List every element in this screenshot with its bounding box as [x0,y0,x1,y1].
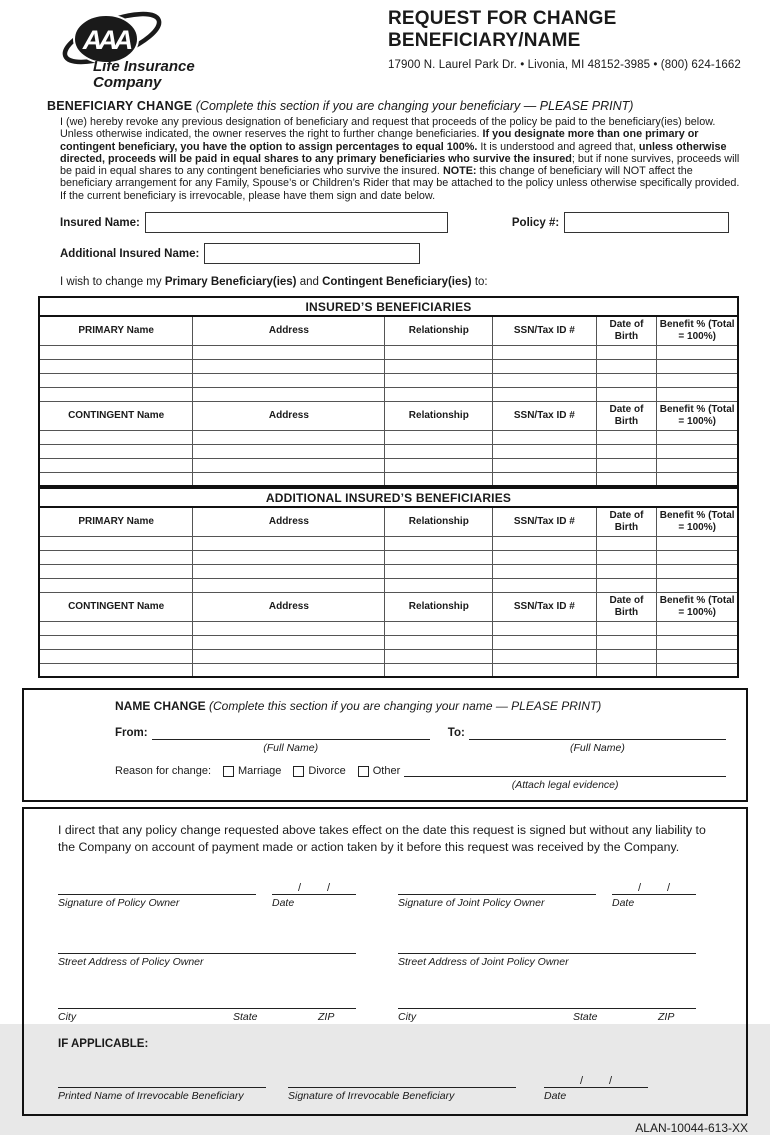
beneficiary-entry-cell[interactable] [385,536,493,550]
to-group [448,726,726,754]
beneficiary-entry-cell[interactable] [193,564,385,578]
col-header-relationship: Relationship [385,507,493,536]
owner-city-state-zip-field[interactable] [58,995,356,1009]
insured-name-field[interactable] [145,212,448,233]
policy-number-label: Policy #: [511,216,560,229]
beneficiary-entry-cell[interactable] [385,635,493,649]
beneficiary-entry-cell[interactable] [193,578,385,592]
beneficiary-entry-cell[interactable] [39,536,193,550]
table-title: INSURED’S BENEFICIARIES [39,297,738,316]
other-checkbox[interactable] [358,766,369,777]
beneficiary-change-heading [47,99,745,113]
joint-signature-row [398,880,696,895]
beneficiary-entry-cell[interactable] [193,649,385,663]
beneficiary-empty-row [39,621,738,635]
beneficiary-empty-row [39,564,738,578]
irrevocable-signature-label: Signature of Irrevocable Beneficiary [288,1090,455,1103]
from-full-name-note: (Full Name) [263,742,319,755]
authorization-statement: I direct that any policy change requested above takes effect on the date this request is signed but without any liability to the Company on account of payment made or action taken by it before this request was received by the Company. [58,823,706,854]
other-reason-field[interactable] [404,765,726,777]
beneficiary-empty-row [39,444,738,458]
joint-city-label: City [398,1011,417,1024]
policy-owner-column [58,880,356,1023]
owner-date-label: Date [272,897,295,910]
beneficiary-entry-cell[interactable] [39,359,193,373]
wish-statement: I wish to change my Primary Beneficiary(ies) and Contingent Beneficiary(ies) to: [60,276,488,289]
beneficiary-change-note: (Complete this section if you are changing your beneficiary — PLEASE PRINT) [195,99,634,113]
col-header-primary-name: PRIMARY Name [39,316,193,345]
beneficiary-entry-cell[interactable] [193,472,385,486]
irrevocable-printed-name-group [58,1074,266,1102]
beneficiary-empty-row [39,578,738,592]
irrevocable-signature-group [288,1074,516,1102]
beneficiary-entry-cell[interactable] [385,663,493,677]
to-field[interactable] [469,726,726,740]
beneficiary-entry-cell[interactable] [39,663,193,677]
beneficiary-entry-cell[interactable] [39,578,193,592]
irrevocable-date-field[interactable] [544,1073,648,1088]
slash-icon: / [579,1075,583,1088]
primary-header-row [39,507,738,536]
beneficiary-empty-row [39,649,738,663]
beneficiary-entry-cell[interactable] [39,564,193,578]
beneficiary-entry-cell[interactable] [596,345,657,359]
beneficiary-entry-cell[interactable] [657,472,738,486]
beneficiary-entry-cell[interactable] [193,387,385,401]
col-header-dob: Date of Birth [596,592,657,621]
joint-street-label: Street Address of Joint Policy Owner [398,956,569,969]
policy-number-group [512,212,729,233]
joint-zip-label: ZIP [658,1011,675,1024]
col-header-dob: Date of Birth [596,401,657,430]
beneficiary-entry-cell[interactable] [493,649,596,663]
owner-signature-labels [58,897,356,909]
contingent-header-row [39,592,738,621]
col-header-benefit: Benefit % (Total = 100%) [657,507,738,536]
owner-city-label: City [58,1011,77,1024]
beneficiary-entry-cell[interactable] [385,373,493,387]
beneficiary-entry-cell[interactable] [596,635,657,649]
irrevocable-printed-name-field[interactable] [58,1074,266,1088]
beneficiary-entry-cell[interactable] [657,536,738,550]
table-title: ADDITIONAL INSURED’S BENEFICIARIES [39,488,738,507]
beneficiary-entry-cell[interactable] [385,458,493,472]
other-field-group [404,765,726,791]
beneficiary-entry-cell[interactable] [493,458,596,472]
reason-row [115,765,726,791]
col-header-benefit: Benefit % (Total = 100%) [657,316,738,345]
irrevocable-date-group [544,1073,648,1102]
form-title-line2: BENEFICIARY/NAME [388,30,581,52]
col-header-primary-name: PRIMARY Name [39,507,193,536]
irrevocable-signature-field[interactable] [288,1074,516,1088]
divorce-label: Divorce [308,765,346,778]
beneficiary-entry-cell[interactable] [385,430,493,444]
name-change-note: (Complete this section if you are changing your name — PLEASE PRINT) [209,699,602,714]
beneficiary-entry-cell[interactable] [385,444,493,458]
form-number: ALAN-10044-613-XX [635,1121,748,1135]
beneficiary-entry-cell[interactable] [493,564,596,578]
reason-label: Reason for change: [115,765,212,778]
beneficiary-entry-cell[interactable] [385,621,493,635]
beneficiary-entry-cell[interactable] [385,649,493,663]
beneficiary-entry-cell[interactable] [193,359,385,373]
col-header-address: Address [193,401,385,430]
beneficiary-entry-cell[interactable] [657,564,738,578]
beneficiary-entry-cell[interactable] [193,444,385,458]
beneficiary-empty-row [39,635,738,649]
slash-icon: / [297,882,301,895]
beneficiary-entry-cell[interactable] [39,621,193,635]
col-header-address: Address [193,316,385,345]
beneficiary-entry-cell[interactable] [596,621,657,635]
col-header-ssn: SSN/Tax ID # [493,507,596,536]
beneficiary-entry-cell[interactable] [657,345,738,359]
beneficiary-entry-cell[interactable] [596,387,657,401]
from-to-row [115,726,726,754]
beneficiary-entry-cell[interactable] [385,345,493,359]
owner-signature-label: Signature of Policy Owner [58,897,180,910]
beneficiary-entry-cell[interactable] [493,621,596,635]
irrevocable-row [58,1073,724,1102]
slash-icon: / [327,882,331,895]
authorization-section [22,807,748,1116]
owner-zip-label: ZIP [318,1011,335,1024]
marriage-label: Marriage [238,765,282,778]
logo-line2: Company [93,74,162,91]
joint-signature-label: Signature of Joint Policy Owner [398,897,545,910]
beneficiary-entry-cell[interactable] [385,550,493,564]
beneficiary-entry-cell[interactable] [596,550,657,564]
insured-name-label: Insured Name: [60,216,140,229]
beneficiary-entry-cell[interactable] [193,373,385,387]
beneficiary-entry-cell[interactable] [193,430,385,444]
col-header-contingent-name: CONTINGENT Name [39,401,193,430]
signature-grid [58,880,724,1023]
col-header-relationship: Relationship [385,592,493,621]
irrevocable-date-label: Date [544,1090,567,1103]
name-change-section [22,688,748,802]
beneficiary-entry-cell[interactable] [385,564,493,578]
beneficiary-entry-cell[interactable] [193,550,385,564]
beneficiary-entry-cell[interactable] [657,430,738,444]
slash-icon: / [637,882,641,895]
col-header-benefit: Benefit % (Total = 100%) [657,401,738,430]
beneficiary-entry-cell[interactable] [193,663,385,677]
additional-insureds-beneficiaries-table [38,487,739,678]
col-header-contingent-name: CONTINGENT Name [39,592,193,621]
beneficiary-entry-cell[interactable] [596,649,657,663]
beneficiary-entry-cell[interactable] [493,359,596,373]
beneficiary-empty-row [39,663,738,677]
beneficiary-entry-cell[interactable] [596,564,657,578]
owner-state-label: State [233,1011,258,1024]
marriage-checkbox[interactable] [223,766,234,777]
beneficiary-empty-row [39,359,738,373]
beneficiary-entry-cell[interactable] [657,578,738,592]
logo-line1: Life Insurance [93,58,195,75]
col-header-benefit: Benefit % (Total = 100%) [657,592,738,621]
table-title-row [39,297,738,316]
col-header-relationship: Relationship [385,401,493,430]
beneficiary-entry-cell[interactable] [193,635,385,649]
if-applicable-label: IF APPLICABLE: [58,1038,149,1051]
beneficiary-entry-cell[interactable] [596,663,657,677]
beneficiary-empty-row [39,430,738,444]
beneficiary-entry-cell[interactable] [493,444,596,458]
beneficiary-entry-cell[interactable] [657,550,738,564]
beneficiary-entry-cell[interactable] [657,373,738,387]
col-header-relationship: Relationship [385,316,493,345]
from-label: From: [115,727,148,740]
slash-icon: / [609,1075,613,1088]
beneficiary-entry-cell[interactable] [39,345,193,359]
beneficiary-entry-cell[interactable] [39,472,193,486]
beneficiary-entry-cell[interactable] [385,387,493,401]
divorce-checkbox[interactable] [293,766,304,777]
beneficiary-empty-row [39,536,738,550]
beneficiary-entry-cell[interactable] [39,550,193,564]
header [0,0,770,91]
col-header-ssn: SSN/Tax ID # [493,316,596,345]
owner-street-field[interactable] [58,940,356,954]
beneficiary-entry-cell[interactable] [596,536,657,550]
beneficiary-entry-cell[interactable] [493,387,596,401]
beneficiary-entry-cell[interactable] [39,635,193,649]
joint-date-label: Date [612,897,635,910]
insureds-beneficiaries-table [38,296,739,487]
beneficiary-entry-cell[interactable] [596,373,657,387]
beneficiary-entry-cell[interactable] [39,458,193,472]
beneficiary-change-title: BENEFICIARY CHANGE [47,99,193,113]
attach-evidence-note: (Attach legal evidence) [511,779,619,792]
joint-signature-field[interactable] [398,880,596,895]
irrevocable-printed-name-label: Printed Name of Irrevocable Beneficiary [58,1090,244,1103]
to-label: To: [447,727,465,740]
col-header-dob: Date of Birth [596,507,657,536]
from-field-group [152,726,430,754]
beneficiary-entry-cell[interactable] [193,536,385,550]
owner-date-field[interactable] [272,880,356,895]
beneficiary-empty-row [39,472,738,486]
additional-insured-label: Additional Insured Name: [60,247,200,260]
joint-street-row [398,940,696,968]
joint-state-label: State [573,1011,598,1024]
beneficiary-change-intro: I (we) hereby revoke any previous designation of beneficiary and request that proceeds of the policy be paid to the beneficiary(ies) below. Unless otherwise indicated, the owner reserves the right to further change beneficiaries. If you designate more than one primary or contingent beneficiary, you have the option to assign percentages to equal 100%. It is understood and agreed that, unless otherwise directed, proceeds will be paid in equal shares to any primary beneficiaries who survive the insured; but if none survives, proceeds will be paid in equal shares to any contingent beneficiaries who survive the insured. NOTE: this change of beneficiary will NOT affect the beneficiary arrangement for any Family, Spouse’s or Children’s Rider that may be attached to the policy unless otherwise specifically provided. If the current beneficiary is irrevocable, please have them sign and date below. [60,116,740,202]
owner-street-row [58,940,356,968]
beneficiary-entry-cell[interactable] [596,444,657,458]
slash-icon: / [667,882,671,895]
beneficiary-entry-cell[interactable] [493,663,596,677]
company-address: 17900 N. Laurel Park Dr. • Livonia, MI 48152-3985 • (800) 624-1662 [388,59,741,72]
beneficiary-entry-cell[interactable] [657,359,738,373]
other-label: Other [372,765,401,778]
title-block [388,8,741,71]
beneficiary-entry-cell[interactable] [596,359,657,373]
beneficiary-empty-row [39,345,738,359]
beneficiary-entry-cell[interactable] [39,373,193,387]
additional-insured-row [60,243,770,264]
owner-signature-row [58,880,356,895]
policy-number-field[interactable] [564,212,729,233]
beneficiary-entry-cell[interactable] [596,458,657,472]
joint-date-field[interactable] [612,880,696,895]
beneficiary-entry-cell[interactable] [493,635,596,649]
beneficiary-entry-cell[interactable] [657,444,738,458]
col-header-address: Address [193,592,385,621]
col-header-ssn: SSN/Tax ID # [493,401,596,430]
beneficiary-entry-cell[interactable] [385,472,493,486]
primary-header-row [39,316,738,345]
beneficiary-entry-cell[interactable] [493,550,596,564]
beneficiary-entry-cell[interactable] [657,649,738,663]
beneficiary-entry-cell[interactable] [39,387,193,401]
logo-brand-text: AAA [82,25,130,55]
owner-street-label: Street Address of Policy Owner [58,956,204,969]
beneficiary-entry-cell[interactable] [493,536,596,550]
owner-city-state-zip-row [58,995,356,1023]
col-header-address: Address [193,507,385,536]
aaa-logo [56,8,206,91]
beneficiary-entry-cell[interactable] [493,430,596,444]
beneficiary-entry-cell[interactable] [39,649,193,663]
owner-signature-field[interactable] [58,880,256,895]
beneficiary-entry-cell[interactable] [493,472,596,486]
beneficiary-entry-cell[interactable] [657,621,738,635]
beneficiary-entry-cell[interactable] [493,345,596,359]
joint-signature-labels [398,897,696,909]
col-header-ssn: SSN/Tax ID # [493,592,596,621]
beneficiary-empty-row [39,373,738,387]
beneficiary-entry-cell[interactable] [385,578,493,592]
to-field-group [469,726,726,754]
beneficiary-entry-cell[interactable] [657,458,738,472]
beneficiary-entry-cell[interactable] [657,387,738,401]
beneficiary-entry-cell[interactable] [193,458,385,472]
beneficiary-entry-cell[interactable] [596,472,657,486]
insured-fields [60,212,770,264]
beneficiary-entry-cell[interactable] [493,373,596,387]
beneficiary-entry-cell[interactable] [596,578,657,592]
form-title-line1: REQUEST FOR CHANGE [388,8,617,29]
beneficiary-entry-cell[interactable] [493,578,596,592]
beneficiary-empty-row [39,458,738,472]
to-full-name-note: (Full Name) [569,742,625,755]
joint-city-state-zip-field[interactable] [398,995,696,1009]
beneficiary-empty-row [39,387,738,401]
insured-name-row [60,212,770,233]
joint-owner-column [398,880,696,1023]
contingent-header-row [39,401,738,430]
table-title-row [39,488,738,507]
beneficiary-entry-cell[interactable] [39,444,193,458]
joint-city-state-zip-row [398,995,696,1023]
beneficiary-entry-cell[interactable] [657,635,738,649]
beneficiary-entry-cell[interactable] [657,663,738,677]
beneficiary-entry-cell[interactable] [193,621,385,635]
beneficiary-entry-cell[interactable] [385,359,493,373]
joint-street-field[interactable] [398,940,696,954]
from-field[interactable] [152,726,430,740]
additional-insured-field[interactable] [204,243,420,264]
col-header-dob: Date of Birth [596,316,657,345]
beneficiary-entry-cell[interactable] [193,345,385,359]
beneficiary-empty-row [39,550,738,564]
name-change-title: NAME CHANGE [115,699,206,714]
beneficiary-entry-cell[interactable] [596,430,657,444]
beneficiary-entry-cell[interactable] [39,430,193,444]
name-change-heading [115,699,726,713]
